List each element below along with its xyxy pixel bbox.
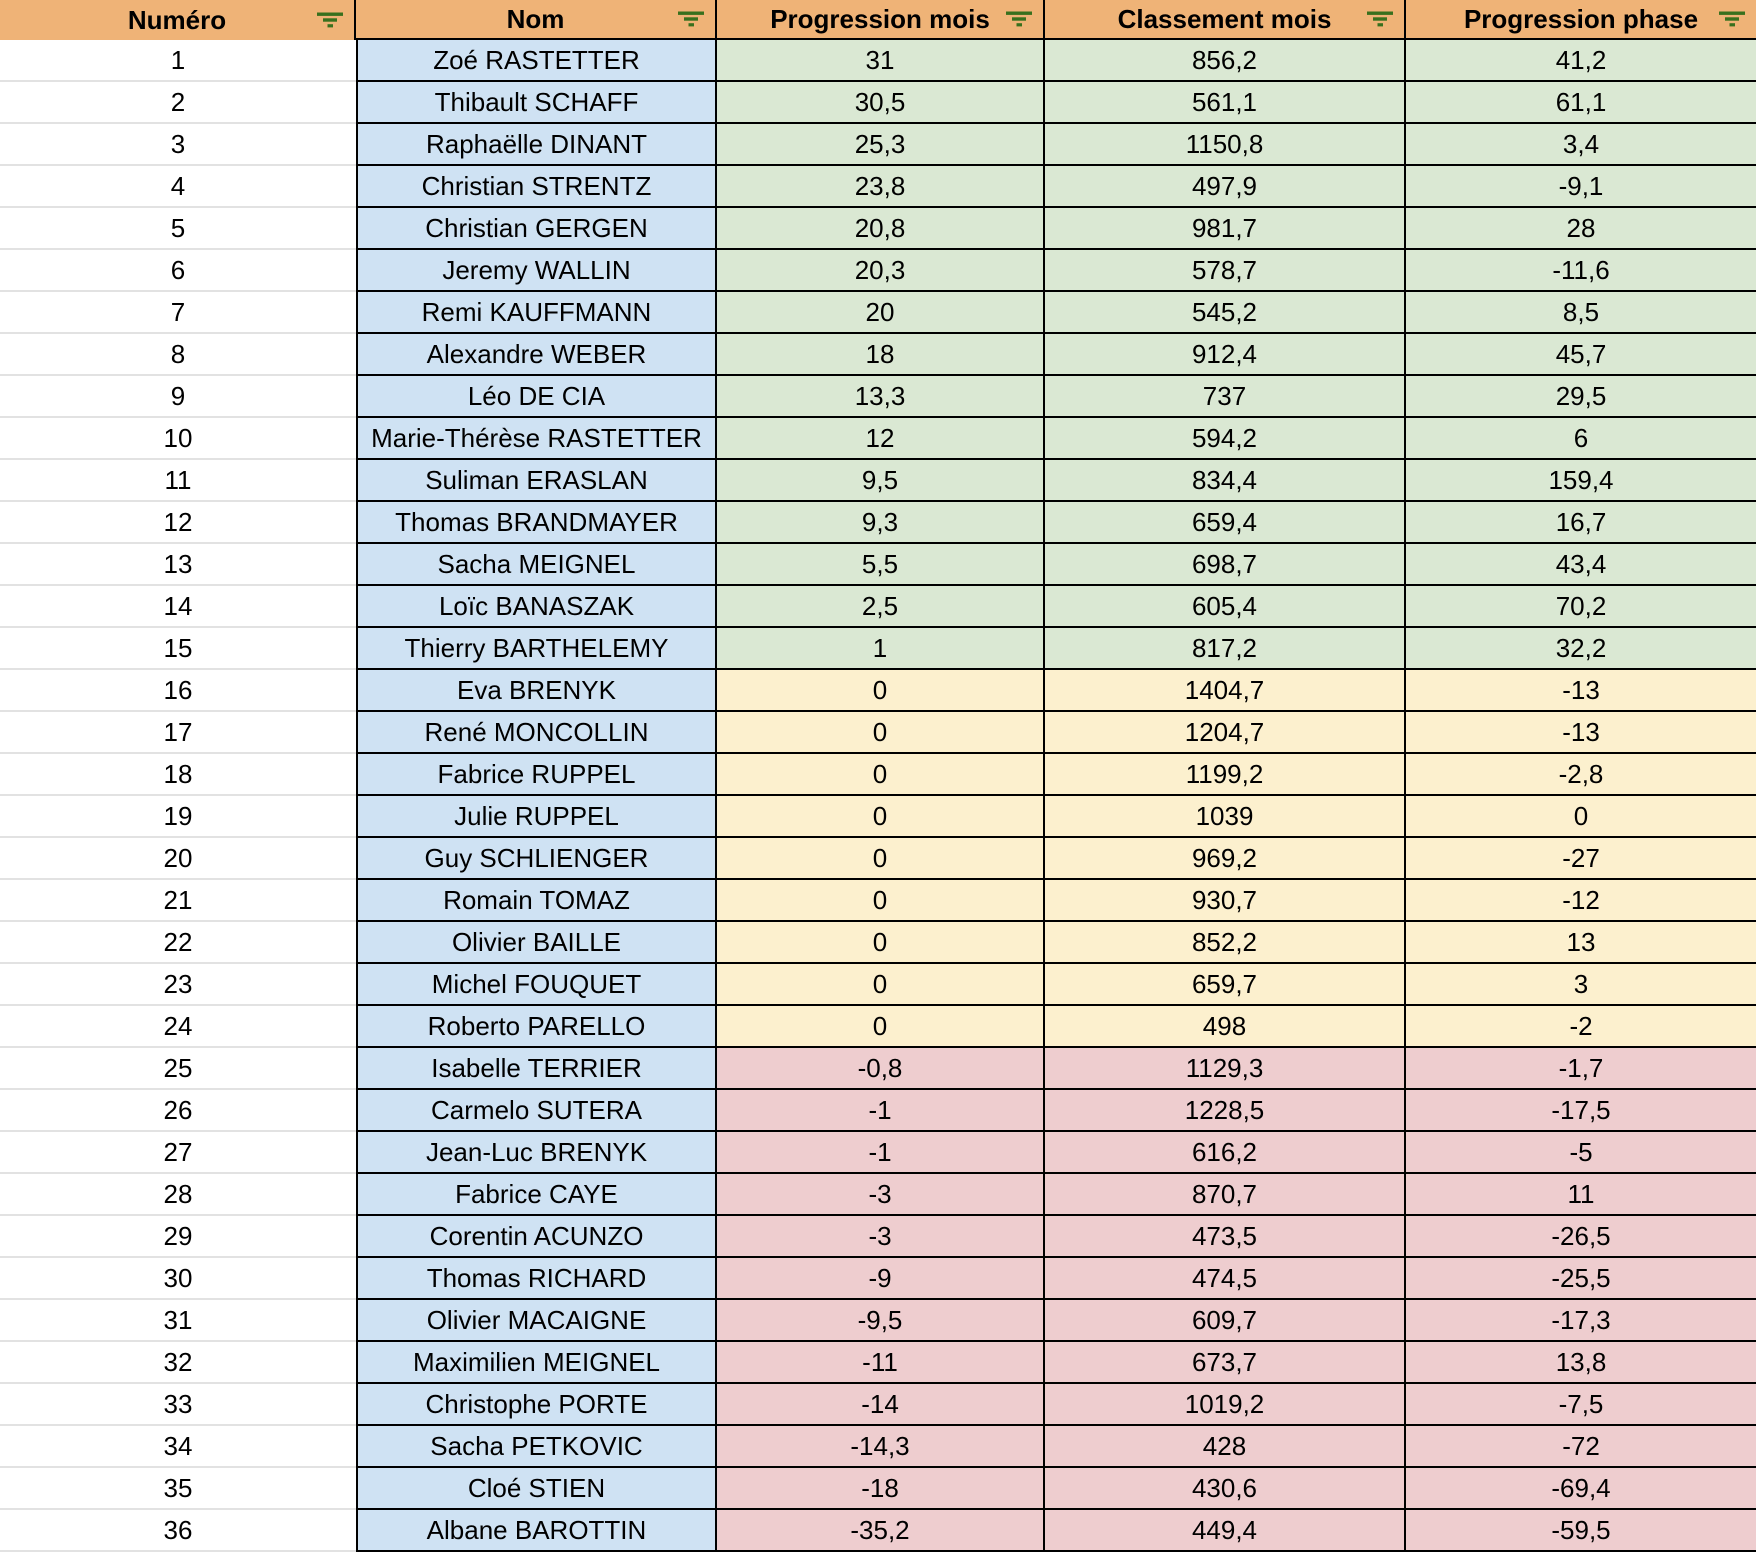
nom-cell[interactable]: Fabrice CAYE [356, 1174, 717, 1216]
progression-mois-cell[interactable]: 0 [717, 796, 1045, 838]
classement-mois-cell[interactable]: 737 [1045, 376, 1406, 418]
nom-cell[interactable]: Jean-Luc BRENYK [356, 1132, 717, 1174]
progression-phase-cell[interactable]: 13,8 [1406, 1342, 1756, 1384]
nom-cell[interactable]: Guy SCHLIENGER [356, 838, 717, 880]
numero-cell[interactable]: 21 [0, 880, 356, 922]
progression-phase-cell[interactable]: -13 [1406, 712, 1756, 754]
progression-phase-cell[interactable]: 13 [1406, 922, 1756, 964]
progression-phase-cell[interactable]: 28 [1406, 208, 1756, 250]
table-row [0, 1174, 1756, 1216]
progression-phase-cell[interactable]: -13 [1406, 670, 1756, 712]
progression-mois-cell[interactable]: 0 [717, 880, 1045, 922]
progression-mois-cell[interactable]: -14,3 [717, 1426, 1045, 1468]
table-row [0, 1342, 1756, 1384]
classement-mois-cell[interactable]: 594,2 [1045, 418, 1406, 460]
table-row [0, 670, 1756, 712]
classement-mois-cell[interactable]: 545,2 [1045, 292, 1406, 334]
progression-mois-cell[interactable]: -1 [717, 1132, 1045, 1174]
header-label-numero: Numéro [127, 4, 227, 35]
progression-mois-cell[interactable]: 0 [717, 1006, 1045, 1048]
progression-mois-cell[interactable]: 0 [717, 754, 1045, 796]
classement-mois-cell[interactable]: 1228,5 [1045, 1090, 1406, 1132]
classement-mois-cell[interactable]: 498 [1045, 1006, 1406, 1048]
nom-cell[interactable]: Sacha PETKOVIC [356, 1426, 717, 1468]
classement-mois-cell[interactable]: 428 [1045, 1426, 1406, 1468]
header-cell-classement-mois[interactable] [1045, 0, 1406, 40]
table-row [0, 628, 1756, 670]
classement-mois-cell[interactable]: 1199,2 [1045, 754, 1406, 796]
classement-mois-cell[interactable]: 817,2 [1045, 628, 1406, 670]
progression-mois-cell[interactable]: 0 [717, 922, 1045, 964]
numero-cell[interactable]: 7 [0, 292, 356, 334]
numero-cell[interactable]: 19 [0, 796, 356, 838]
numero-cell[interactable]: 25 [0, 1048, 356, 1090]
classement-mois-cell[interactable]: 449,4 [1045, 1510, 1406, 1552]
classement-mois-cell[interactable]: 969,2 [1045, 838, 1406, 880]
numero-cell[interactable]: 1 [0, 40, 356, 82]
table-row [0, 586, 1756, 628]
progression-phase-cell[interactable]: 43,4 [1406, 544, 1756, 586]
header-cell-progression-phase[interactable] [1406, 0, 1756, 40]
progression-mois-cell[interactable]: 20,3 [717, 250, 1045, 292]
header-row [0, 0, 1756, 40]
filter-icon[interactable] [1719, 11, 1745, 27]
nom-cell[interactable]: Thibault SCHAFF [356, 82, 717, 124]
progression-phase-cell[interactable]: 29,5 [1406, 376, 1756, 418]
numero-cell[interactable]: 2 [0, 82, 356, 124]
progression-mois-cell[interactable]: 1 [717, 628, 1045, 670]
header-label-progression-mois: Progression mois [770, 3, 990, 34]
nom-cell[interactable]: Suliman ERASLAN [356, 460, 717, 502]
nom-cell[interactable]: Olivier MACAIGNE [356, 1300, 717, 1342]
table-row [0, 1426, 1756, 1468]
progression-phase-cell[interactable]: 11 [1406, 1174, 1756, 1216]
progression-phase-cell[interactable]: -69,4 [1406, 1468, 1756, 1510]
classement-mois-cell[interactable]: 1039 [1045, 796, 1406, 838]
nom-cell[interactable]: Thomas RICHARD [356, 1258, 717, 1300]
nom-cell[interactable]: Eva BRENYK [356, 670, 717, 712]
classement-mois-cell[interactable]: 578,7 [1045, 250, 1406, 292]
progression-mois-cell[interactable]: -0,8 [717, 1048, 1045, 1090]
nom-cell[interactable]: Remi KAUFFMANN [356, 292, 717, 334]
filter-icon[interactable] [678, 11, 704, 27]
nom-cell[interactable]: Maximilien MEIGNEL [356, 1342, 717, 1384]
progression-mois-cell[interactable]: 30,5 [717, 82, 1045, 124]
table-row [0, 796, 1756, 838]
table-row [0, 1300, 1756, 1342]
table-row [0, 1468, 1756, 1510]
nom-cell[interactable]: Léo DE CIA [356, 376, 717, 418]
progression-phase-cell[interactable]: -11,6 [1406, 250, 1756, 292]
numero-cell[interactable]: 32 [0, 1342, 356, 1384]
nom-cell[interactable]: Jeremy WALLIN [356, 250, 717, 292]
progression-mois-cell[interactable]: -9 [717, 1258, 1045, 1300]
numero-cell[interactable]: 15 [0, 628, 356, 670]
nom-cell[interactable]: Carmelo SUTERA [356, 1090, 717, 1132]
nom-cell[interactable]: Christian GERGEN [356, 208, 717, 250]
classement-mois-cell[interactable]: 1404,7 [1045, 670, 1406, 712]
progression-mois-cell[interactable]: 25,3 [717, 124, 1045, 166]
numero-cell[interactable]: 3 [0, 124, 356, 166]
classement-mois-cell[interactable]: 659,7 [1045, 964, 1406, 1006]
header-cell-progression-mois[interactable] [717, 0, 1045, 40]
progression-phase-cell[interactable]: -17,5 [1406, 1090, 1756, 1132]
table-row [0, 334, 1756, 376]
nom-cell[interactable]: Olivier BAILLE [356, 922, 717, 964]
progression-mois-cell[interactable]: 9,3 [717, 502, 1045, 544]
nom-cell[interactable]: Cloé STIEN [356, 1468, 717, 1510]
table-row [0, 1384, 1756, 1426]
classement-mois-cell[interactable]: 616,2 [1045, 1132, 1406, 1174]
classement-mois-cell[interactable]: 856,2 [1045, 40, 1406, 82]
progression-mois-cell[interactable]: 23,8 [717, 166, 1045, 208]
table-row [0, 1216, 1756, 1258]
progression-phase-cell[interactable]: 3,4 [1406, 124, 1756, 166]
progression-mois-cell[interactable]: 9,5 [717, 460, 1045, 502]
numero-cell[interactable]: 26 [0, 1090, 356, 1132]
progression-mois-cell[interactable]: 18 [717, 334, 1045, 376]
progression-phase-cell[interactable]: 3 [1406, 964, 1756, 1006]
numero-cell[interactable]: 24 [0, 1006, 356, 1048]
table-row [0, 880, 1756, 922]
progression-phase-cell[interactable]: -12 [1406, 880, 1756, 922]
table-row [0, 208, 1756, 250]
classement-mois-cell[interactable]: 852,2 [1045, 922, 1406, 964]
table-row [0, 292, 1756, 334]
progression-mois-cell[interactable]: 0 [717, 670, 1045, 712]
classement-mois-cell[interactable]: 1019,2 [1045, 1384, 1406, 1426]
header-label-nom: Nom [506, 3, 565, 34]
classement-mois-cell[interactable]: 1150,8 [1045, 124, 1406, 166]
nom-cell[interactable]: Zoé RASTETTER [356, 40, 717, 82]
classement-mois-cell[interactable]: 1204,7 [1045, 712, 1406, 754]
numero-cell[interactable]: 13 [0, 544, 356, 586]
progression-phase-cell[interactable]: -2,8 [1406, 754, 1756, 796]
progression-phase-cell[interactable]: 70,2 [1406, 586, 1756, 628]
header-cell-numero[interactable] [0, 0, 356, 40]
nom-cell[interactable]: Michel FOUQUET [356, 964, 717, 1006]
nom-cell[interactable]: Christian STRENTZ [356, 166, 717, 208]
table-row [0, 82, 1756, 124]
progression-phase-cell[interactable]: -7,5 [1406, 1384, 1756, 1426]
table-row [0, 40, 1756, 82]
numero-cell[interactable]: 33 [0, 1384, 356, 1426]
classement-mois-cell[interactable]: 698,7 [1045, 544, 1406, 586]
progression-mois-cell[interactable]: 13,3 [717, 376, 1045, 418]
progression-mois-cell[interactable]: -14 [717, 1384, 1045, 1426]
classement-mois-cell[interactable]: 834,4 [1045, 460, 1406, 502]
table-row [0, 250, 1756, 292]
classement-mois-cell[interactable]: 430,6 [1045, 1468, 1406, 1510]
table-row [0, 544, 1756, 586]
numero-cell[interactable]: 23 [0, 964, 356, 1006]
table-row [0, 502, 1756, 544]
progression-phase-cell[interactable]: -5 [1406, 1132, 1756, 1174]
progression-mois-cell[interactable]: -35,2 [717, 1510, 1045, 1552]
progression-phase-cell[interactable]: -1,7 [1406, 1048, 1756, 1090]
numero-cell[interactable]: 27 [0, 1132, 356, 1174]
numero-cell[interactable]: 36 [0, 1510, 356, 1552]
classement-mois-cell[interactable]: 870,7 [1045, 1174, 1406, 1216]
nom-cell[interactable]: Isabelle TERRIER [356, 1048, 717, 1090]
progression-mois-cell[interactable]: 2,5 [717, 586, 1045, 628]
nom-cell[interactable]: Christophe PORTE [356, 1384, 717, 1426]
table-row [0, 124, 1756, 166]
table-row [0, 754, 1756, 796]
nom-cell[interactable]: Roberto PARELLO [356, 1006, 717, 1048]
numero-cell[interactable]: 11 [0, 460, 356, 502]
nom-cell[interactable]: Corentin ACUNZO [356, 1216, 717, 1258]
progression-phase-cell[interactable]: 8,5 [1406, 292, 1756, 334]
progression-phase-cell[interactable]: 61,1 [1406, 82, 1756, 124]
header-label-classement-mois: Classement mois [1117, 3, 1332, 34]
classement-mois-cell[interactable]: 659,4 [1045, 502, 1406, 544]
progression-mois-cell[interactable]: 20,8 [717, 208, 1045, 250]
classement-mois-cell[interactable]: 1129,3 [1045, 1048, 1406, 1090]
progression-phase-cell[interactable]: -27 [1406, 838, 1756, 880]
progression-mois-cell[interactable]: 0 [717, 964, 1045, 1006]
nom-cell[interactable]: Raphaëlle DINANT [356, 124, 717, 166]
header-cell-nom[interactable] [356, 0, 717, 40]
table-row [0, 166, 1756, 208]
progression-phase-cell[interactable]: 41,2 [1406, 40, 1756, 82]
progression-phase-cell[interactable]: 159,4 [1406, 460, 1756, 502]
progression-mois-cell[interactable]: -1 [717, 1090, 1045, 1132]
numero-cell[interactable]: 29 [0, 1216, 356, 1258]
numero-cell[interactable]: 6 [0, 250, 356, 292]
numero-cell[interactable]: 10 [0, 418, 356, 460]
progression-mois-cell[interactable]: 0 [717, 712, 1045, 754]
numero-cell[interactable]: 18 [0, 754, 356, 796]
nom-cell[interactable]: Romain TOMAZ [356, 880, 717, 922]
progression-phase-cell[interactable]: 32,2 [1406, 628, 1756, 670]
progression-mois-cell[interactable]: 0 [717, 838, 1045, 880]
nom-cell[interactable]: Julie RUPPEL [356, 796, 717, 838]
numero-cell[interactable]: 12 [0, 502, 356, 544]
table-row [0, 1132, 1756, 1174]
progression-phase-cell[interactable]: -25,5 [1406, 1258, 1756, 1300]
progression-phase-cell[interactable]: 6 [1406, 418, 1756, 460]
nom-cell[interactable]: Marie-Thérèse RASTETTER [356, 418, 717, 460]
progression-mois-cell[interactable]: -18 [717, 1468, 1045, 1510]
filter-icon[interactable] [1367, 11, 1393, 27]
numero-cell[interactable]: 9 [0, 376, 356, 418]
table-row [0, 1048, 1756, 1090]
table-row [0, 376, 1756, 418]
classement-mois-cell[interactable]: 981,7 [1045, 208, 1406, 250]
progression-phase-cell[interactable]: -26,5 [1406, 1216, 1756, 1258]
progression-phase-cell[interactable]: -2 [1406, 1006, 1756, 1048]
progression-phase-cell[interactable]: 16,7 [1406, 502, 1756, 544]
nom-cell[interactable]: Fabrice RUPPEL [356, 754, 717, 796]
nom-cell[interactable]: Thomas BRANDMAYER [356, 502, 717, 544]
numero-cell[interactable]: 17 [0, 712, 356, 754]
numero-cell[interactable]: 22 [0, 922, 356, 964]
numero-cell[interactable]: 4 [0, 166, 356, 208]
nom-cell[interactable]: Sacha MEIGNEL [356, 544, 717, 586]
progression-mois-cell[interactable]: 5,5 [717, 544, 1045, 586]
numero-cell[interactable]: 8 [0, 334, 356, 376]
classement-mois-cell[interactable]: 473,5 [1045, 1216, 1406, 1258]
filter-icon[interactable] [1006, 11, 1032, 27]
nom-cell[interactable]: René MONCOLLIN [356, 712, 717, 754]
progression-mois-cell[interactable]: 31 [717, 40, 1045, 82]
nom-cell[interactable]: Loïc BANASZAK [356, 586, 717, 628]
progression-mois-cell[interactable]: -11 [717, 1342, 1045, 1384]
filter-icon[interactable] [317, 12, 343, 28]
classement-mois-cell[interactable]: 474,5 [1045, 1258, 1406, 1300]
progression-mois-cell[interactable]: -3 [717, 1216, 1045, 1258]
numero-cell[interactable]: 14 [0, 586, 356, 628]
numero-cell[interactable]: 31 [0, 1300, 356, 1342]
progression-mois-cell[interactable]: -3 [717, 1174, 1045, 1216]
numero-cell[interactable]: 16 [0, 670, 356, 712]
progression-phase-cell[interactable]: 0 [1406, 796, 1756, 838]
table-row [0, 1510, 1756, 1552]
progression-mois-cell[interactable]: 20 [717, 292, 1045, 334]
table-row [0, 1090, 1756, 1132]
table-row [0, 1258, 1756, 1300]
table-row [0, 1006, 1756, 1048]
classement-mois-cell[interactable]: 673,7 [1045, 1342, 1406, 1384]
classement-mois-cell[interactable]: 609,7 [1045, 1300, 1406, 1342]
numero-cell[interactable]: 35 [0, 1468, 356, 1510]
progression-phase-cell[interactable]: -9,1 [1406, 166, 1756, 208]
nom-cell[interactable]: Albane BAROTTIN [356, 1510, 717, 1552]
progression-mois-cell[interactable]: 12 [717, 418, 1045, 460]
table-row [0, 712, 1756, 754]
progression-phase-cell[interactable]: -72 [1406, 1426, 1756, 1468]
progression-phase-cell[interactable]: -17,3 [1406, 1300, 1756, 1342]
progression-mois-cell[interactable]: -9,5 [717, 1300, 1045, 1342]
progression-phase-cell[interactable]: 45,7 [1406, 334, 1756, 376]
header-label-progression-phase: Progression phase [1463, 3, 1699, 34]
numero-cell[interactable]: 34 [0, 1426, 356, 1468]
numero-cell[interactable]: 5 [0, 208, 356, 250]
table-row [0, 418, 1756, 460]
classement-mois-cell[interactable]: 497,9 [1045, 166, 1406, 208]
table-row [0, 838, 1756, 880]
numero-cell[interactable]: 20 [0, 838, 356, 880]
progression-phase-cell[interactable]: -59,5 [1406, 1510, 1756, 1552]
nom-cell[interactable]: Thierry BARTHELEMY [356, 628, 717, 670]
classement-mois-cell[interactable]: 912,4 [1045, 334, 1406, 376]
classement-mois-cell[interactable]: 605,4 [1045, 586, 1406, 628]
table-row [0, 922, 1756, 964]
table-row [0, 964, 1756, 1006]
classement-mois-cell[interactable]: 561,1 [1045, 82, 1406, 124]
table-row [0, 460, 1756, 502]
nom-cell[interactable]: Alexandre WEBER [356, 334, 717, 376]
numero-cell[interactable]: 30 [0, 1258, 356, 1300]
numero-cell[interactable]: 28 [0, 1174, 356, 1216]
table-body [0, 40, 1756, 1552]
classement-mois-cell[interactable]: 930,7 [1045, 880, 1406, 922]
